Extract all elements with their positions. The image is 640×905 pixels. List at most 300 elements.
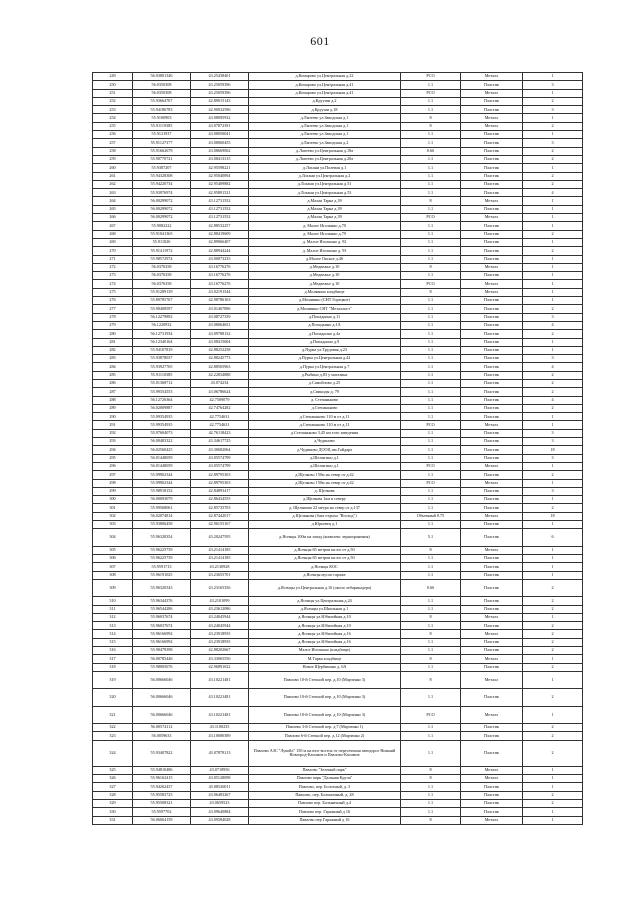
cell-latitude: 56.01448059 xyxy=(133,454,191,462)
cell-volume: 1.1 xyxy=(401,379,461,387)
cell-address: д.Ясенцы ул.Школьная д.1 xyxy=(249,605,401,613)
cell-material: Металл xyxy=(461,613,523,621)
cell-latitude: 56.00785446 xyxy=(133,655,191,663)
cell-volume: 8 xyxy=(401,671,461,688)
table-row xyxy=(93,706,583,723)
cell-longitude: 43.1100235 xyxy=(191,724,249,732)
table-row xyxy=(93,438,583,446)
table-row xyxy=(93,622,583,630)
cell-longitude: 43.07872391 xyxy=(191,122,249,130)
cell-volume: 1.1 xyxy=(401,438,461,446)
cell-row-number: 263 xyxy=(93,189,133,197)
cell-longitude: 43.09788132 xyxy=(191,330,249,338)
cell-address: М.Тарка кладбище xyxy=(249,655,401,663)
cell-material: Пластик xyxy=(461,131,523,139)
cell-volume: 1.1 xyxy=(401,808,461,816)
cell-row-number: 279 xyxy=(93,321,133,329)
cell-address: д.Лаптево ул.Центральная д.18а xyxy=(249,147,401,155)
cell-longitude: 43.12731552 xyxy=(191,205,249,213)
table-row xyxy=(93,597,583,605)
cell-volume: 8 xyxy=(401,613,461,621)
table-row xyxy=(93,504,583,512)
cell-address: д.Попадьино д.1А xyxy=(249,321,401,329)
cell-quantity: 1 xyxy=(523,297,583,305)
cell-address: д.Молявино кладбище xyxy=(249,288,401,296)
cell-row-number: 283 xyxy=(93,355,133,363)
cell-address: д.Ясенцы ул.Юбилейная д.16 xyxy=(249,630,401,638)
cell-material: Металл xyxy=(461,706,523,723)
cell-quantity: 2 xyxy=(523,379,583,387)
table-row xyxy=(93,89,583,97)
cell-address: д. Щелкова xyxy=(249,487,401,495)
cell-quantity: 1 xyxy=(523,766,583,774)
cell-latitude: 55.99902344 xyxy=(133,479,191,487)
cell-quantity: 1 xyxy=(523,131,583,139)
cell-longitude: 43.05128098 xyxy=(191,775,249,783)
cell-material: Металл xyxy=(461,197,523,205)
cell-latitude: 55.98572974 xyxy=(133,255,191,263)
cell-volume: 8 xyxy=(401,816,461,824)
cell-latitude: 56.00666046 xyxy=(133,706,191,723)
cell-address: д.Лаптево ул.Заводская д.1 xyxy=(249,131,401,139)
cell-material: Металл xyxy=(461,655,523,663)
cell-volume: 1.1 xyxy=(401,689,461,706)
cell-quantity: 1 xyxy=(523,613,583,621)
cell-latitude: 55.96225739 xyxy=(133,555,191,563)
table-row xyxy=(93,164,583,172)
table-row xyxy=(93,671,583,688)
cell-latitude: 55.91662679 xyxy=(133,147,191,155)
cell-row-number: 269 xyxy=(93,238,133,246)
cell-row-number: 260 xyxy=(93,164,133,172)
cell-row-number: 281 xyxy=(93,338,133,346)
cell-longitude: 42.96891022 xyxy=(191,663,249,671)
cell-latitude: 55.911026 xyxy=(133,238,191,246)
cell-volume: 1.1 xyxy=(401,563,461,571)
cell-row-number: 320 xyxy=(93,689,133,706)
cell-address: Павлово 10-й Степной пер. д.10 (Марченко 3) xyxy=(249,706,401,723)
table-row xyxy=(93,571,583,579)
cell-longitude: 43.02191544 xyxy=(191,288,249,296)
cell-longitude: 43.00073235 xyxy=(191,255,249,263)
cell-row-number: 290 xyxy=(93,413,133,421)
cell-longitude: 43.08060455 xyxy=(191,139,249,147)
cell-volume: 1.1 xyxy=(401,164,461,172)
cell-latitude: 55.94328308 xyxy=(133,172,191,180)
cell-material: Пластик xyxy=(461,579,523,596)
cell-quantity: 2 xyxy=(523,180,583,188)
cell-volume: 1.1 xyxy=(401,396,461,404)
cell-row-number: 297 xyxy=(93,471,133,479)
cell-quantity: 1 xyxy=(523,222,583,230)
cell-row-number: 253 xyxy=(93,106,133,114)
cell-material: Пластик xyxy=(461,555,523,563)
cell-address: д.Шелыгино д.1 xyxy=(249,462,401,470)
cell-volume: РСО xyxy=(401,706,461,723)
cell-longitude: 42.22834888 xyxy=(191,371,249,379)
cell-quantity: 1 xyxy=(523,808,583,816)
cell-longitude: 43.16776276 xyxy=(191,272,249,280)
cell-latitude: 56.0350308 xyxy=(133,89,191,97)
cell-quantity: 1 xyxy=(523,197,583,205)
table-row xyxy=(93,363,583,371)
table-row xyxy=(93,122,583,130)
cell-quantity: 1 xyxy=(523,338,583,346)
cell-volume: РСО xyxy=(401,421,461,429)
table-row xyxy=(93,247,583,255)
cell-volume: РСО xyxy=(401,462,461,470)
cell-latitude: 55.98005676 xyxy=(133,663,191,671)
cell-material: Металл xyxy=(461,288,523,296)
table-row xyxy=(93,106,583,114)
table-row xyxy=(93,613,583,621)
cell-quantity: 1 xyxy=(523,496,583,504)
cell-material: Пластик xyxy=(461,189,523,197)
cell-row-number: 266 xyxy=(93,214,133,222)
cell-latitude: 55.9100903 xyxy=(133,114,191,122)
cell-volume: 1.1 xyxy=(401,521,461,529)
cell-material: Металл xyxy=(461,512,523,520)
cell-volume: 1.1 xyxy=(401,791,461,799)
cell-material: Металл xyxy=(461,630,523,638)
cell-volume: 8 xyxy=(401,630,461,638)
table-row xyxy=(93,305,583,313)
table-row xyxy=(93,446,583,454)
cell-material: Металл xyxy=(461,263,523,271)
cell-row-number: 257 xyxy=(93,139,133,147)
cell-row-number: 312 xyxy=(93,613,133,621)
cell-row-number: 317 xyxy=(93,655,133,663)
cell-material: Пластик xyxy=(461,97,523,105)
cell-volume: 1.1 xyxy=(401,799,461,807)
cell-latitude: 56.0350308 xyxy=(133,81,191,89)
cell-row-number: 298 xyxy=(93,479,133,487)
cell-material: Пластик xyxy=(461,605,523,613)
cell-volume: 1.1 xyxy=(401,346,461,354)
cell-material: Пластик xyxy=(461,81,523,89)
cell-longitude: 42.98786163 xyxy=(191,297,249,305)
cell-latitude: 55.93878037 xyxy=(133,355,191,363)
cell-volume: 8 xyxy=(401,775,461,783)
cell-address: д.Молявино (СНТ Горецкое) xyxy=(249,297,401,305)
cell-volume: 8 xyxy=(401,288,461,296)
cell-longitude: 43.10221481 xyxy=(191,689,249,706)
cell-volume: 0.66 xyxy=(401,579,461,596)
cell-longitude: 43.0718956 xyxy=(191,766,249,774)
cell-longitude: 43.10221481 xyxy=(191,671,249,688)
cell-volume: 1.1 xyxy=(401,404,461,412)
cell-address: д. Малое Иголкино д. 92 xyxy=(249,238,401,246)
cell-latitude: 56.1220932 xyxy=(133,321,191,329)
cell-row-number: 265 xyxy=(93,205,133,213)
table-row xyxy=(93,512,583,520)
cell-material: Пластик xyxy=(461,799,523,807)
table-row xyxy=(93,471,583,479)
cell-row-number: 255 xyxy=(93,122,133,130)
cell-volume: 1.1 xyxy=(401,81,461,89)
cell-latitude: 55.94186783 xyxy=(133,106,191,114)
cell-material: Пластик xyxy=(461,346,523,354)
cell-longitude: 43.23918935 xyxy=(191,638,249,646)
cell-longitude: 42.76118423 xyxy=(191,429,249,437)
cell-volume: РСО xyxy=(401,214,461,222)
cell-longitude: 42.95040894 xyxy=(191,172,249,180)
cell-longitude: 42.89795303 xyxy=(191,471,249,479)
cell-volume: 1.1 xyxy=(401,454,461,462)
cell-material: Пластик xyxy=(461,297,523,305)
cell-address: д.Юрьевец д.1 xyxy=(249,521,401,529)
cell-longitude: 43.23165356 xyxy=(191,579,249,596)
cell-volume: 1.1 xyxy=(401,297,461,305)
table-row xyxy=(93,131,583,139)
table-row xyxy=(93,766,583,774)
cell-longitude: 42.95891521 xyxy=(191,189,249,197)
cell-row-number: 318 xyxy=(93,663,133,671)
table-row xyxy=(93,222,583,230)
cell-material: Пластик xyxy=(461,338,523,346)
cell-address: д.Ясенцы 65 метров на юг от д.50 xyxy=(249,555,401,563)
cell-material: Пластик xyxy=(461,313,523,321)
cell-row-number: 324 xyxy=(93,740,133,766)
cell-address: д.Пурка ул.Центральная д.42 xyxy=(249,355,401,363)
cell-quantity: 3 xyxy=(523,313,583,321)
cell-longitude: 42.87442017 xyxy=(191,512,249,520)
cell-volume: 8 xyxy=(401,766,461,774)
cell-latitude: 56.00666046 xyxy=(133,689,191,706)
cell-quantity: 3 xyxy=(523,81,583,89)
cell-row-number: 275 xyxy=(93,288,133,296)
cell-longitude: 43.074234 xyxy=(191,379,249,387)
cell-row-number: 288 xyxy=(93,396,133,404)
cell-row-number: 289 xyxy=(93,404,133,412)
cell-quantity: 2 xyxy=(523,147,583,155)
cell-row-number: 256 xyxy=(93,131,133,139)
cell-address: д.Лаптево ул.Заводская д.2 xyxy=(249,139,401,147)
table-row xyxy=(93,421,583,429)
cell-material: Пластик xyxy=(461,471,523,479)
table-row xyxy=(93,816,583,824)
cell-quantity: 1 xyxy=(523,571,583,579)
table-row xyxy=(93,529,583,546)
cell-quantity: 2 xyxy=(523,97,583,105)
cell-latitude: 56.00483322 xyxy=(133,438,191,446)
cell-quantity: 2 xyxy=(523,740,583,766)
cell-latitude: 55.91041365 xyxy=(133,230,191,238)
table-row xyxy=(93,791,583,799)
cell-longitude: 42.88944244 xyxy=(191,247,249,255)
cell-row-number: 271 xyxy=(93,255,133,263)
cell-latitude: 55.95508321 xyxy=(133,799,191,807)
cell-row-number: 323 xyxy=(93,732,133,740)
cell-quantity: 2 xyxy=(523,597,583,605)
cell-row-number: 319 xyxy=(93,671,133,688)
cell-address: д.Попадьино д.11 xyxy=(249,313,401,321)
table-row xyxy=(93,321,583,329)
cell-latitude: 55.99354935 xyxy=(133,413,191,421)
cell-longitude: 43.23918935 xyxy=(191,630,249,638)
cell-latitude: 56.00299072 xyxy=(133,197,191,205)
cell-latitude: 55.99354935 xyxy=(133,421,191,429)
table-row xyxy=(93,81,583,89)
cell-address: д.Лаптево ул.Заводская д.1 xyxy=(249,114,401,122)
cell-address: д.Щелково 150м на север от д.42 xyxy=(249,479,401,487)
register-table-body xyxy=(93,73,583,825)
cell-latitude: 55.93976974 xyxy=(133,189,191,197)
cell-longitude: 43.20247595 xyxy=(191,529,249,546)
cell-quantity: 1 xyxy=(523,655,583,663)
cell-quantity: 2 xyxy=(523,732,583,740)
cell-longitude: 42.7754631 xyxy=(191,413,249,421)
cell-address: д.Крууши д.18 xyxy=(249,106,401,114)
cell-longitude: 43.10680389 xyxy=(191,732,249,740)
cell-quantity: 3 xyxy=(523,355,583,363)
table-row xyxy=(93,396,583,404)
cell-volume: 1.1 xyxy=(401,180,461,188)
cell-quantity: 1 xyxy=(523,462,583,470)
table-row xyxy=(93,689,583,706)
cell-row-number: 310 xyxy=(93,597,133,605)
cell-volume: 8 xyxy=(401,655,461,663)
cell-volume: 8 xyxy=(401,546,461,554)
cell-address: д.Крууши д.2 xyxy=(249,97,401,105)
cell-address: Павлово, пер. Больничный, д. 28 xyxy=(249,791,401,799)
cell-material: Металл xyxy=(461,462,523,470)
table-row xyxy=(93,563,583,571)
cell-address: д. Малое Иголкино д.79 xyxy=(249,230,401,238)
cell-row-number: 287 xyxy=(93,388,133,396)
cell-latitude: 55.91289139 xyxy=(133,288,191,296)
cell-row-number: 251 xyxy=(93,89,133,97)
cell-row-number: 329 xyxy=(93,799,133,807)
cell-material: Пластик xyxy=(461,230,523,238)
cell-row-number: 299 xyxy=(93,487,133,495)
cell-latitude: 55.9597702 xyxy=(133,808,191,816)
cell-longitude: 42.88505963 xyxy=(191,363,249,371)
cell-material: Пластик xyxy=(461,404,523,412)
cell-material: Пластик xyxy=(461,172,523,180)
cell-longitude: 42.96155167 xyxy=(191,521,249,529)
cell-quantity: 4 xyxy=(523,321,583,329)
cell-quantity: 1 xyxy=(523,783,583,791)
cell-longitude: 42.89015143 xyxy=(191,97,249,105)
cell-volume: 1.1 xyxy=(401,732,461,740)
cell-quantity: 2 xyxy=(523,579,583,596)
cell-latitude: 55.96166992 xyxy=(133,638,191,646)
cell-address: Павлово АЗС "Лукойл" 150 м на юго-восток от пересечения автодорог Нижний Новгород-Касимов и Павлово-Касимов xyxy=(249,740,401,766)
cell-latitude: 56.12279892 xyxy=(133,313,191,321)
table-row xyxy=(93,297,583,305)
cell-longitude: 42.74764282 xyxy=(191,404,249,412)
cell-quantity: 1 xyxy=(523,288,583,296)
cell-quantity: 2 xyxy=(523,172,583,180)
cell-row-number: 330 xyxy=(93,808,133,816)
cell-latitude: 55.94810486 xyxy=(133,766,191,774)
cell-material: Пластик xyxy=(461,321,523,329)
cell-latitude: 55.94107819 xyxy=(133,346,191,354)
cell-latitude: 55.90479398 xyxy=(133,647,191,655)
cell-row-number: 303 xyxy=(93,521,133,529)
cell-row-number: 296 xyxy=(93,462,133,470)
cell-material: Металл xyxy=(461,73,523,81)
table-row xyxy=(93,172,583,180)
cell-material: Пластик xyxy=(461,255,523,263)
cell-volume: 1.1 xyxy=(401,605,461,613)
cell-volume: 1.1 xyxy=(401,313,461,321)
cell-volume: 1.1 xyxy=(401,496,461,504)
cell-address: д. Малое Иголкино д. 93 xyxy=(249,247,401,255)
table-row xyxy=(93,139,583,147)
cell-material: Пластик xyxy=(461,446,523,454)
cell-address: д.Малая Тарка д.39 xyxy=(249,197,401,205)
cell-address: д.Степаньково xyxy=(249,404,401,412)
cell-material: Пластик xyxy=(461,663,523,671)
cell-volume: 1.1 xyxy=(401,205,461,213)
table-row xyxy=(93,189,583,197)
cell-quantity: 1 xyxy=(523,205,583,213)
cell-volume: РСО xyxy=(401,73,461,81)
table-row xyxy=(93,288,583,296)
cell-address: Павлово "Зеленый парк" xyxy=(249,766,401,774)
table-row xyxy=(93,496,583,504)
cell-quantity: 2 xyxy=(523,330,583,338)
cell-address: д.Медвежье д.10 xyxy=(249,280,401,288)
cell-longitude: 43.30682064 xyxy=(191,446,249,454)
table-row xyxy=(93,799,583,807)
cell-quantity: 2 xyxy=(523,724,583,732)
table-row xyxy=(93,647,583,655)
cell-volume: 5.1 xyxy=(401,529,461,546)
cell-volume: 1.1 xyxy=(401,247,461,255)
cell-material: Пластик xyxy=(461,689,523,706)
cell-row-number: 284 xyxy=(93,363,133,371)
table-row xyxy=(93,155,583,163)
cell-longitude: 43.23612086 xyxy=(191,605,249,613)
cell-volume: 1.1 xyxy=(401,189,461,197)
table-row xyxy=(93,346,583,354)
cell-latitude: 56.12731934 xyxy=(133,330,191,338)
table-row xyxy=(93,655,583,663)
table-row xyxy=(93,197,583,205)
cell-volume: 1.1 xyxy=(401,338,461,346)
cell-latitude: 56.00299072 xyxy=(133,205,191,213)
cell-row-number: 305 xyxy=(93,546,133,554)
cell-row-number: 302 xyxy=(93,512,133,520)
cell-latitude: 56.00666046 xyxy=(133,671,191,688)
cell-address: д.Лаптево ул.Заводская д.1 xyxy=(249,122,401,130)
cell-material: Пластик xyxy=(461,647,523,655)
cell-row-number: 262 xyxy=(93,180,133,188)
table-row xyxy=(93,521,583,529)
cell-longitude: 43.24045944 xyxy=(191,613,249,621)
cell-latitude: 55.94262437 xyxy=(133,783,191,791)
cell-latitude: 56.00093079 xyxy=(133,496,191,504)
cell-longitude: 43.08727339 xyxy=(191,313,249,321)
cell-quantity: 2 xyxy=(523,471,583,479)
cell-longitude: 42.88252258 xyxy=(191,346,249,354)
cell-address: д.Ясенцы ул.Центральная д.24 xyxy=(249,597,401,605)
cell-latitude: 55.9082222 xyxy=(133,222,191,230)
cell-address: д.Медвежье д.10 xyxy=(249,263,401,271)
table-row xyxy=(93,454,583,462)
cell-latitude: 55.9121937 xyxy=(133,131,191,139)
cell-address: д.Степаньково 110 м от д.11 xyxy=(249,413,401,421)
cell-address: д.Лохани ул.Центральная д.2 xyxy=(249,172,401,180)
cell-volume: 1.1 xyxy=(401,504,461,512)
cell-latitude: 55.96191025 xyxy=(133,571,191,579)
cell-material: Пластик xyxy=(461,740,523,766)
cell-volume: 1.1 xyxy=(401,330,461,338)
cell-material: Пластик xyxy=(461,438,523,446)
